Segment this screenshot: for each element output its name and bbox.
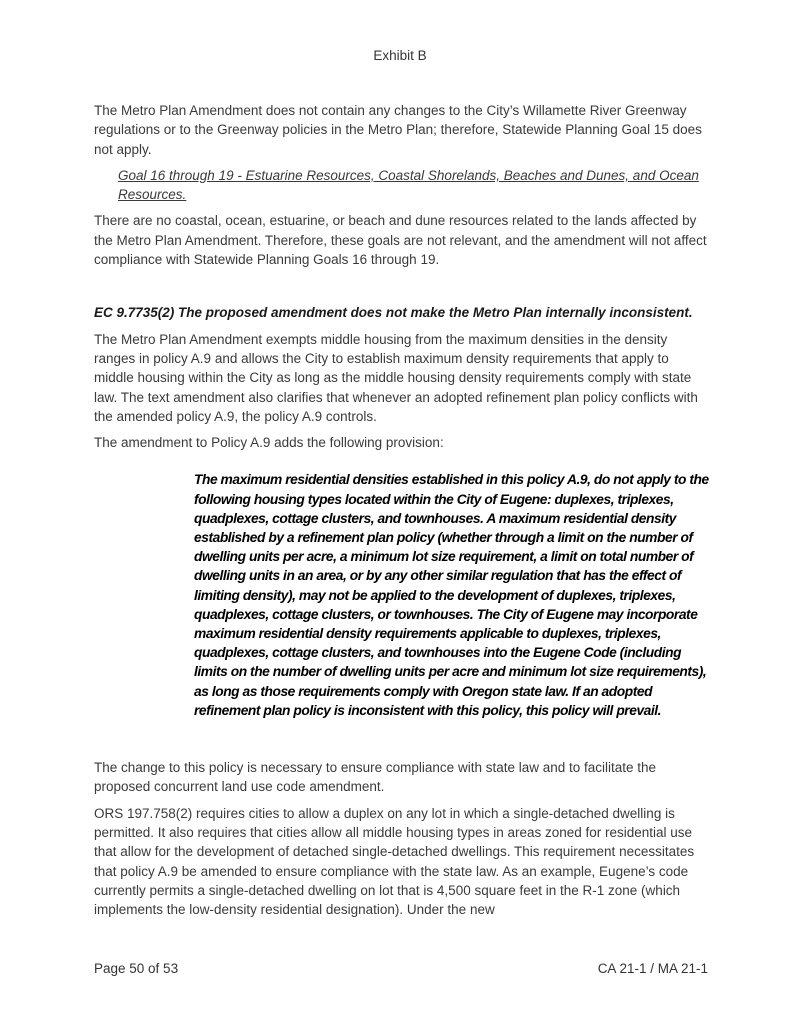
paragraph-necessity: The change to this policy is necessary to ensure compliance with state law and to facilitate the proposed concurrent land use code amendment. xyxy=(94,760,657,795)
goal-heading xyxy=(118,166,708,205)
case-numbers: CA 21-1 / MA 21-1 xyxy=(597,961,708,976)
ec-heading: EC 9.7735(2) The proposed amendment does not make the Metro Plan internally inconsistent. xyxy=(94,305,693,321)
page-footer xyxy=(94,961,708,976)
paragraph-provision-intro: The amendment to Policy A.9 adds the following provision: xyxy=(94,435,444,451)
paragraph-amendment-summary: The Metro Plan Amendment exempts middle housing from the maximum densities in the density ranges in policy A.9 and allows the City to establish maximum density requirements that apply to middle housing within the City as long as the middle housing density requirements comply with state law. The text amendment also clarifies that whenever an adopted refinement plan policy conflicts with the amended policy A.9, the policy A.9 controls. xyxy=(94,331,698,424)
paragraph-greenway: The Metro Plan Amendment does not contain any changes to the City’s Willamette River Greenway regulations or to the Greenway policies in the Metro Plan; therefore, Statewide Planning Goal 15 does not apply. xyxy=(94,103,702,157)
policy-quote: The maximum residential densities established in this policy A.9, do not apply to the following housing types located within the City of Eugene: duplexes, triplexes, quadplexes, cottage clusters, and townhouses. A maximum residential density established by a refinement plan policy (whether through a limit on the number of dwelling units per acre, a minimum lot size requirement, a limit on total number of dwelling units in an area, or by any other similar regulation that has the effect of limiting density), may not be applied to the development of duplexes, triplexes, quadplexes, cottage clusters, or townhouses. The City of Eugene may incorporate maximum residential density requirements applicable to duplexes, triplexes, quadplexes, cottage clusters, and townhouses into the Eugene Code (including limits on the number of dwelling units per acre and minimum lot size requirements), as long as those requirements comply with Oregon state law. If an adopted refinement plan policy is inconsistent with this policy, this policy will prevail. xyxy=(194,472,709,718)
paragraph-ors: ORS 197.758(2) requires cities to allow a duplex on any lot in which a single-detached dwelling is permitted. It also requires that cities allow all middle housing types in areas zoned for residential use that allow for the development of detached single-detached dwellings. This requirement necessitates that policy A.9 be amended to ensure compliance with the state law. As an example, Eugene’s code currently permits a single-detached dwelling on lot that is 4,500 square feet in the R-1 zone (which implements the low-density residential designation). Under the new xyxy=(94,805,695,918)
document-body xyxy=(94,101,708,926)
page-number: Page 50 of 53 xyxy=(94,961,179,976)
goal-heading-period: . xyxy=(182,187,187,203)
exhibit-label: Exhibit B xyxy=(373,48,427,63)
goal-heading-text: Goal 16 through 19 - Estuarine Resources, Coastal Shorelands, Beaches and Dunes, and Ocean Resources xyxy=(118,167,699,203)
paragraph-coastal: There are no coastal, ocean, estuarine, or beach and dune resources related to the lands affected by the Metro Plan Amendment. Therefore, these goals are not relevant, and the amendment will not affect compliance with Statewide Planning Goals 16 through 19. xyxy=(94,213,707,268)
